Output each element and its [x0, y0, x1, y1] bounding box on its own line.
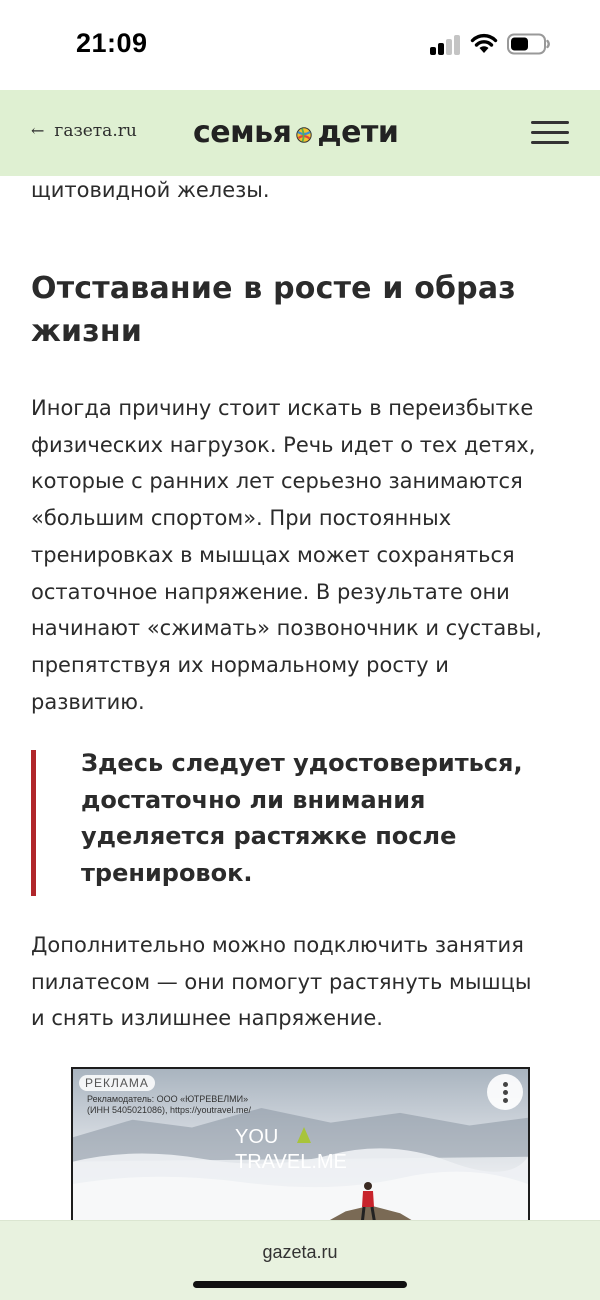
paragraph-line: пилатесом — они помогут растянуть мышцы — [31, 969, 532, 994]
paragraph-line: Дополнительно можно подключить занятия — [31, 933, 524, 957]
back-link-label: газета.ru — [54, 121, 137, 141]
paragraph-line: препятствуя их нормальному росту и — [31, 652, 449, 677]
paragraph-2 — [31, 927, 576, 1037]
logo-word-semya: семья — [193, 114, 292, 150]
section-heading — [31, 267, 571, 353]
paragraph-line: которые с ранних лет серьезно занимаются — [31, 469, 523, 494]
pull-quote-text — [81, 745, 551, 891]
browser-address-bar[interactable] — [0, 1220, 600, 1300]
ad-brand-line: YOU — [235, 1126, 279, 1148]
home-indicator[interactable] — [193, 1281, 407, 1288]
ad-brand-line: TRAVEL.ME — [235, 1151, 347, 1173]
more-vertical-icon[interactable] — [487, 1074, 523, 1110]
status-bar — [0, 0, 600, 90]
quote-line: Здесь следует удостовериться, — [81, 749, 523, 777]
advertisement-banner[interactable] — [71, 1067, 530, 1220]
site-header — [0, 90, 600, 176]
previous-paragraph-tail: щитовидной железы. — [31, 178, 270, 202]
paragraph-line: начинают «сжимать» позвоночник и суставы, — [31, 616, 542, 641]
quote-line: достаточно ли внимания — [81, 785, 426, 814]
cellular-signal-icon — [430, 33, 462, 55]
paragraph-1 — [31, 390, 576, 720]
hiker-figure-icon — [355, 1179, 383, 1220]
ad-advertiser-info — [87, 1094, 251, 1116]
paragraph-line: «большим спортом». При постоянных — [31, 506, 452, 531]
paragraph-line: остаточное напряжение. В результате они — [31, 579, 510, 604]
battery-icon — [507, 33, 551, 55]
wifi-icon — [470, 31, 498, 55]
site-logo[interactable] — [193, 112, 398, 152]
logo-word-deti: дети — [317, 114, 399, 150]
paragraph-line: тренировках в мышцах может сохраняться — [31, 542, 515, 567]
status-time: 21:09 — [76, 28, 148, 58]
back-arrow-icon: ← — [31, 121, 45, 140]
quote-line: тренировок. — [81, 858, 253, 887]
logo-ball-icon — [296, 127, 312, 143]
ad-brand-logo — [235, 1125, 347, 1175]
address-url[interactable]: gazeta.ru — [262, 1242, 338, 1262]
back-to-gazeta-link[interactable] — [31, 121, 137, 141]
paragraph-line: физических нагрузок. Речь идет о тех детях, — [31, 432, 536, 457]
paragraph-line: развитию. — [31, 689, 145, 714]
brand-leaf-icon — [295, 1125, 313, 1145]
heading-line: Отставание в росте и образ — [31, 271, 516, 306]
ad-legal-line: (ИНН 5405021086), https://youtravel.me/ — [87, 1105, 252, 1115]
heading-line: жизни — [31, 314, 143, 349]
article-body — [0, 176, 600, 1220]
paragraph-line: Иногда причину стоит искать в переизбытке — [31, 396, 534, 420]
paragraph-line: и снять излишнее напряжение. — [31, 1006, 383, 1031]
ad-label-badge: РЕКЛАМА — [79, 1075, 155, 1091]
quote-line: уделяется растяжке после — [81, 822, 457, 850]
hamburger-menu-icon[interactable] — [531, 120, 571, 146]
pull-quote — [31, 750, 551, 896]
ad-legal-line: Рекламодатель: ООО «ЮТРЕВЕЛМИ» — [87, 1094, 249, 1104]
